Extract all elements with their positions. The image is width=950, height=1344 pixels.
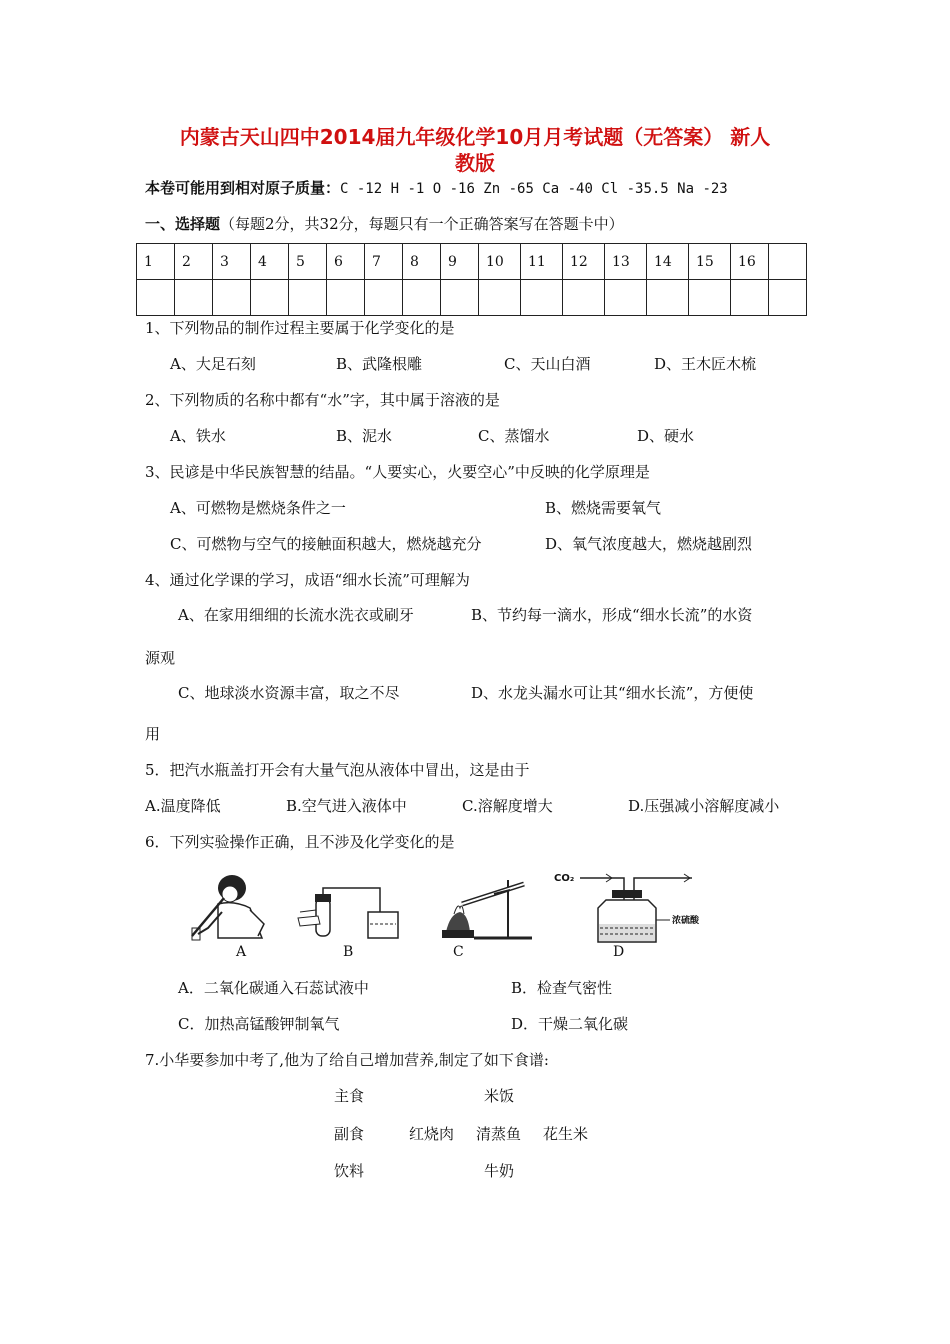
answer-cell-blank[interactable] (365, 280, 403, 316)
q5-option-d: D.压强减小溶解度减小 (628, 797, 780, 815)
answer-cell-blank[interactable] (251, 280, 289, 316)
answer-cell-blank[interactable] (441, 280, 479, 316)
q4-option-b: B、节约每一滴水，形成“细水长流”的水资 (471, 606, 753, 624)
answer-cell-blank[interactable] (647, 280, 689, 316)
q2-stem: 2、下列物质的名称中都有“水”字，其中属于溶液的是 (145, 391, 500, 409)
answer-cell-blank[interactable] (175, 280, 213, 316)
q2-option-a: A、铁水 (170, 427, 226, 445)
answer-cell-blank[interactable] (327, 280, 365, 316)
figure-b-label: B (343, 944, 354, 960)
answer-cell-number: 4 (251, 244, 289, 280)
q6-option-b: B．检查气密性 (511, 979, 613, 997)
answer-cell-number: 8 (403, 244, 441, 280)
q4-option-b-cont: 源观 (145, 649, 176, 667)
menu-item: 米饭 (484, 1087, 515, 1105)
page-title-line1: 内蒙古天山四中2014届九年级化学10月月考试题（无答案） 新人 (179, 125, 771, 149)
answer-cell-number: 2 (175, 244, 213, 280)
answer-cell-blank[interactable] (605, 280, 647, 316)
section1-heading: 一、选择题 (145, 215, 221, 233)
q7-stem: 7.小华要参加中考了,他为了给自己增加营养,制定了如下食谱: (145, 1051, 549, 1069)
section1-heading-line (145, 214, 624, 234)
q6-stem: 6．下列实验操作正确，且不涉及化学变化的是 (145, 833, 455, 851)
figure-a-blowing-tube-illustration (188, 872, 278, 944)
answer-cell-number: 10 (479, 244, 521, 280)
q1-option-d: D、王木匠木梳 (654, 355, 757, 373)
answer-cell-number: 5 (289, 244, 327, 280)
q1-option-c: C、天山白酒 (504, 355, 591, 373)
answer-cell-number: 1 (137, 244, 175, 280)
answer-cell-number (769, 244, 807, 280)
menu-category-drink: 饮料 (334, 1162, 365, 1180)
atomic-mass-label: 本卷可能用到相对原子质量： (145, 179, 341, 197)
q1-option-a: A、大足石刻 (170, 355, 256, 373)
q2-option-c: C、蒸馏水 (478, 427, 550, 445)
answer-table (136, 243, 807, 316)
menu-item: 清蒸鱼 (476, 1125, 522, 1143)
page-title-line2: 教版 (455, 151, 495, 175)
answer-cell-number: 12 (563, 244, 605, 280)
q5-option-c: C.溶解度增大 (462, 797, 553, 815)
menu-category-side: 副食 (334, 1125, 365, 1143)
section1-note: （每题2分，共32分，每题只有一个正确答案写在答题卡中） (220, 215, 624, 233)
menu-item: 花生米 (543, 1125, 589, 1143)
answer-cell-number: 6 (327, 244, 365, 280)
q1-stem: 1、下列物品的制作过程主要属于化学变化的是 (145, 319, 455, 337)
answer-cell-number: 9 (441, 244, 479, 280)
figure-b-airtightness-check-illustration (296, 884, 406, 942)
q5-stem: 5．把汽水瓶盖打开会有大量气泡从液体中冒出，这是由于 (145, 761, 530, 779)
q2-option-d: D、硬水 (637, 427, 695, 445)
q4-option-c: C、地球淡水资源丰富，取之不尽 (178, 684, 400, 702)
figure-d-drying-bottle-illustration (576, 872, 698, 944)
answer-cell-blank[interactable] (563, 280, 605, 316)
q4-option-d: D、水龙头漏水可让其“细水长流”，方便使 (471, 684, 754, 702)
answer-cell-number: 7 (365, 244, 403, 280)
q3-stem: 3、民谚是中华民族智慧的结晶。“人要实心，火要空心”中反映的化学原理是 (145, 463, 650, 481)
answer-cell-number: 14 (647, 244, 689, 280)
q4-stem: 4、通过化学课的学习，成语“细水长流”可理解为 (145, 571, 470, 589)
answer-table-blank-row (137, 280, 807, 316)
q4-option-a: A、在家用细细的长流水洗衣或刷牙 (178, 606, 414, 624)
figure-d-co2-label: CO₂ (554, 873, 575, 884)
q3-option-d: D、氧气浓度越大，燃烧越剧烈 (545, 535, 753, 553)
q6-option-c: C．加热高锰酸钾制氧气 (178, 1015, 340, 1033)
q3-option-c: C、可燃物与空气的接触面积越大，燃烧越充分 (170, 535, 482, 553)
answer-cell-number: 11 (521, 244, 563, 280)
q6-option-a: A．二氧化碳通入石蕊试液中 (178, 979, 369, 997)
figure-c-heating-test-tube-illustration (434, 874, 534, 942)
answer-cell-blank[interactable] (289, 280, 327, 316)
figure-c-label: C (453, 944, 464, 960)
answer-cell-number: 15 (689, 244, 731, 280)
answer-table-number-row (137, 244, 807, 280)
figure-a-label: A (236, 944, 247, 960)
atomic-mass-line (145, 178, 728, 199)
answer-cell-number: 3 (213, 244, 251, 280)
menu-item: 红烧肉 (409, 1125, 455, 1143)
answer-cell-blank[interactable] (521, 280, 563, 316)
q3-option-b: B、燃烧需要氧气 (545, 499, 662, 517)
q1-option-b: B、武隆根雕 (336, 355, 423, 373)
answer-cell-blank[interactable] (689, 280, 731, 316)
q5-option-b: B.空气进入液体中 (286, 797, 407, 815)
answer-cell-number: 13 (605, 244, 647, 280)
figure-d-acid-label: 浓硫酸 (672, 916, 700, 926)
answer-cell-blank[interactable] (479, 280, 521, 316)
q5-option-a: A.温度降低 (145, 797, 221, 815)
menu-category-staple: 主食 (334, 1087, 365, 1105)
q6-option-d: D．干燥二氧化碳 (511, 1015, 629, 1033)
answer-cell-number: 16 (731, 244, 769, 280)
q3-option-a: A、可燃物是燃烧条件之一 (170, 499, 346, 517)
answer-cell-blank[interactable] (137, 280, 175, 316)
atomic-mass-values: C -12 H -1 O -16 Zn -65 Ca -40 Cl -35.5 Na -23 (340, 181, 728, 197)
q4-option-d-cont: 用 (145, 725, 161, 743)
answer-cell-blank[interactable] (213, 280, 251, 316)
q2-option-b: B、泥水 (336, 427, 393, 445)
answer-cell-blank[interactable] (731, 280, 769, 316)
figure-d-label: D (613, 944, 625, 960)
menu-item: 牛奶 (484, 1162, 515, 1180)
answer-cell-blank[interactable] (403, 280, 441, 316)
answer-cell-blank[interactable] (769, 280, 807, 316)
